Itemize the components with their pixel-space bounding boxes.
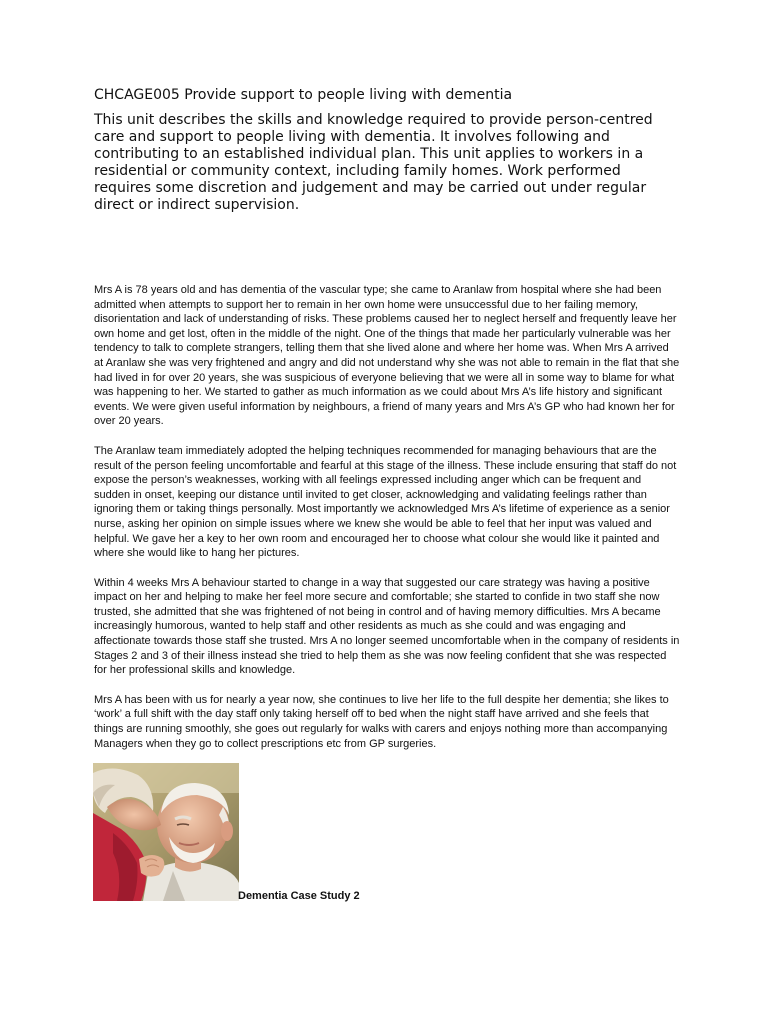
elderly-couple-photo: [93, 763, 239, 901]
case-study-paragraph: Mrs A is 78 years old and has dementia of the vascular type; she came to Aranlaw from hospital where she had been admitted when attempts to support her to remain in her own home were unsuccessful due to her failing memory, disorientation and lack of understanding of risks. These problems caused her to neglect herself and frequently leave her own home and get lost, often in the middle of the night. One of the things that made her particularly vulnerable was her tendency to talk to complete strangers, telling them that she lived alone and where her home was. When Mrs A arrived at Aranlaw she was very frightened and angry and did not understand why she was not able to remain in the flat that she had lived in for over 20 years, she was suspicious of everyone believing that we were all in some way to blame for what was happening to her. We started to gather as much information as we could about Mrs A’s life history and significant events. We were given useful information by neighbours, a friend of many years and Mrs A’s GP who had known her for over 20 years.: [94, 284, 680, 428]
photo-illustration: [93, 763, 239, 901]
case-study-paragraph: Within 4 weeks Mrs A behaviour started to change in a way that suggested our care strategy was having a positive impact on her and helping to make her feel more secure and comfortable; she started to confide in two staff she now trusted, she admitted that she was frightened of not being in control and of having memory difficulties. Mrs A became increasingly humorous, wanted to help staff and other residents as much as she could and was engaging and affectionate towards those staff she trusted. Mrs A no longer seemed uncomfortable when in the company of residents in Stages 2 and 3 of their illness instead she tried to help them as she was now feeling confident that she was respected for her professional skills and knowledge.: [94, 576, 680, 677]
case-study-body: [94, 283, 680, 766]
case-study-paragraph: The Aranlaw team immediately adopted the helping techniques recommended for managing behaviours that are the result of the person feeling uncomfortable and fearful at this stage of the illness. These include ensuring that staff do not expose the person’s weaknesses, working with all feelings expressed including anger which can be frequent and sudden in onset, keeping our distance until invited to get closer, acknowledging and validating feelings rather than ignoring them or taking things personally. Most importantly we acknowledged Mrs A’s lifetime of experience as a senior nurse, asking her opinion on simple issues where we knew she would be able to feel that her input was valued and helpful. We gave her a key to her own room and encouraged her to choose what colour she would like it painted and where she would like to hang her pictures.: [94, 444, 677, 560]
case-study-paragraph: Mrs A has been with us for nearly a year now, she continues to live her life to the full despite her dementia; she likes to ‘work’ a full shift with the day staff only taking herself off to bed when the night staff have arrived and she feels that things are running smoothly, she goes out regularly for walks with carers and enjoys nothing more than accompanying Managers when they go to collect prescriptions etc from GP surgeries.: [94, 693, 669, 750]
photo-caption: Dementia Case Study 2: [238, 890, 360, 902]
document-title: CHCAGE005 Provide support to people living with dementia: [94, 87, 513, 103]
unit-description: This unit describes the skills and knowledge required to provide person-centred care and support to people living with dementia. It involves following and contributing to an established individual plan. This unit applies to workers in a residential or community context, including family homes. Work performed requires some discretion and judgement and may be carried out under regular direct or indirect supervision.: [94, 112, 653, 213]
